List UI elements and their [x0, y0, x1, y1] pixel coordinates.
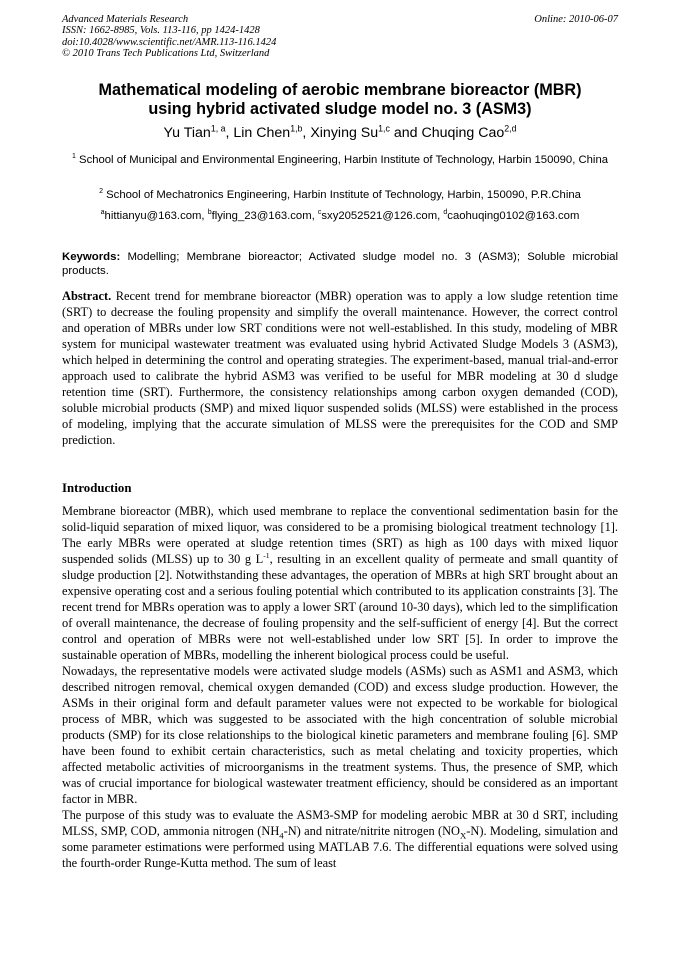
paragraph-text: -N) and nitrate/nitrite nitrogen (NO: [283, 824, 460, 838]
issn-line: ISSN: 1662-8985, Vols. 113-116, pp 1424-1428: [62, 25, 260, 37]
author-affiliation-mark: 2,d: [504, 123, 517, 134]
paragraph-text: Membrane bioreactor (MBR), which used membrane to replace the conventional sedimentation basin for the solid-liquid separation of mixed liquor, was considered to be a promising biological treatment technology [1]. The early MBRs were operated at sludge retention times (SRT) as high as 100 days with mixed liquor suspended solids (MLSS) up to 30 g L: [62, 504, 618, 566]
paper-title: [62, 81, 618, 119]
keywords-text: Modelling; Membrane bioreactor; Activated sludge model no. 3 (ASM3); Soluble microbial products.: [62, 251, 618, 277]
title-line-1: Mathematical modeling of aerobic membrane bioreactor (MBR): [98, 81, 582, 99]
abstract-text: Recent trend for membrane bioreactor (MBR) operation was to apply a low sludge retention time (SRT) to decrease the fouling propensity and simplify the overall maintenance. However, the correct control and operation of MBRs under low SRT conditions were not well-established. In this study, modeling of MBR system for municipal wastewater treatment was evaluated using hybrid Activated Sludge Models 3 (ASM3), which helped in determining the control and operating strategies. The experiment-based, manual trial-and-error approach used to calibrate the hybrid ASM3 was verified to be useful for MBR modeling at 30 d sludge retention time (SRT). Furthermore, the consistency relationships among carbon oxygen demanded (COD), soluble microbial products (SMP) and mixed liquor suspended solids (MLSS) were established in the process of modeling, implying that the accurate simulation of MLSS were the prerequisites for the COD and SMP prediction.: [62, 289, 618, 447]
paragraph-text: The purpose of this study was to evaluate the ASM3-SMP for modeling aerobic MBR at 30 d SRT, including MLSS, SMP, COD, ammonia nitrogen (NH: [62, 808, 618, 838]
email-address: sxy2052521@126.com,: [321, 210, 444, 222]
email-mark: d: [443, 209, 448, 217]
email-mark: c: [317, 209, 322, 217]
author-name: Xinying Su: [310, 125, 379, 141]
affiliation-text: School of Municipal and Environmental Engineering, Harbin Institute of Technology, Harbin 150090, China: [75, 154, 609, 166]
copyright-line: © 2010 Trans Tech Publications Ltd, Switzerland: [62, 48, 270, 60]
affiliation-text: School of Mechatronics Engineering, Harbin Institute of Technology, Harbin, 150090, P.R.China: [103, 189, 581, 201]
author-name: Yu Tian: [163, 125, 211, 141]
journal-name: Advanced Materials Research: [62, 14, 189, 25]
doi-line: doi:10.4028/www.scientific.net/AMR.113-116.1424: [62, 36, 277, 48]
author-affiliation-mark: 1,b: [290, 123, 303, 134]
introduction-section: [62, 503, 618, 871]
author-separator: ,: [225, 125, 234, 141]
email-address: hittianyu@163.com,: [104, 210, 208, 222]
paragraph-text: -N). Modeling, simulation and some parameter estimations were performed using MATLAB 7.6. The differential equations were solved using the fourth-order Runge-Kutta method. The sum of least: [62, 824, 618, 870]
affiliation-mark: 2: [99, 188, 103, 196]
paragraph-text: , resulting in an excellent quality of permeate and small quantity of sludge production [2]. Notwithstanding these advantages, the operation of MBRs at high SRT brought about an expensive operating cost and a serious fouling potential which contributed to its application constraints [3]. The recent trend for MBRs operation was to apply a lower SRT (around 10-30 days), which led to the simplification of overall maintenance, the decrease of fouling propensity and the self-sufficient of energy [4]. But the correct control and operation of MBRs were not well-established under low SRT [5]. In order to improve the sustainable operation of MBRs, modelling the inherent biological process could be useful.: [62, 552, 619, 662]
introduction-heading: Introduction: [62, 481, 132, 495]
affiliation-2: [62, 188, 618, 202]
intro-paragraph-1: [62, 503, 618, 663]
author-conjunction: and: [389, 125, 422, 141]
keywords-label: Keywords:: [62, 251, 121, 263]
online-date: Online: 2010-06-07: [534, 14, 618, 25]
author-affiliation-mark: 1, a: [210, 123, 226, 134]
abstract-label: Abstract.: [62, 289, 112, 303]
affiliation-mark: 1: [71, 153, 76, 161]
abstract-section: [62, 288, 618, 448]
intro-paragraph-3: [62, 807, 618, 871]
keywords-section: [62, 251, 618, 278]
unit-exponent: -1: [263, 550, 270, 560]
email-address: flying_23@163.com,: [211, 210, 318, 222]
author-name: Lin Chen: [233, 125, 291, 141]
email-mark: a: [100, 209, 105, 217]
author-name: Chuqing Cao: [421, 125, 505, 141]
author-emails: [62, 209, 618, 223]
email-address: caohuqing0102@163.com: [447, 210, 580, 222]
author-list: [62, 124, 618, 142]
chemical-subscript: X: [459, 830, 467, 841]
affiliation-1: [62, 153, 618, 167]
author-affiliation-mark: 1,c: [378, 123, 390, 134]
title-line-2: using hybrid activated sludge model no. 3 (ASM3): [148, 100, 532, 118]
author-separator: ,: [302, 125, 311, 141]
intro-paragraph-2: Nowadays, the representative models were activated sludge models (ASMs) such as ASM1 and ASM3, which described nitrogen removal, chemical oxygen demanded (COD) and excess sludge production. However, the ASMs in their original form and default parameter values were not expected to be workable for biological process of MBR, which was suggested to be associated with the high concentration of soluble microbial products (SMP) for its close relationships to the biological kinetic parameters and membrane fouling [6]. SMP have been found to exhibit certain characteristics, such as metal chelating and toxicity properties, which affected metabolic activities of microorganisms in the treatment systems. Thus, the presence of SMP, which was of crucial importance for biological wastewater treatment efficiency, should be considered as an important factor in MBR.: [62, 664, 618, 806]
chemical-subscript: 4: [279, 830, 284, 841]
email-mark: b: [207, 209, 212, 217]
journal-header: [62, 14, 618, 60]
